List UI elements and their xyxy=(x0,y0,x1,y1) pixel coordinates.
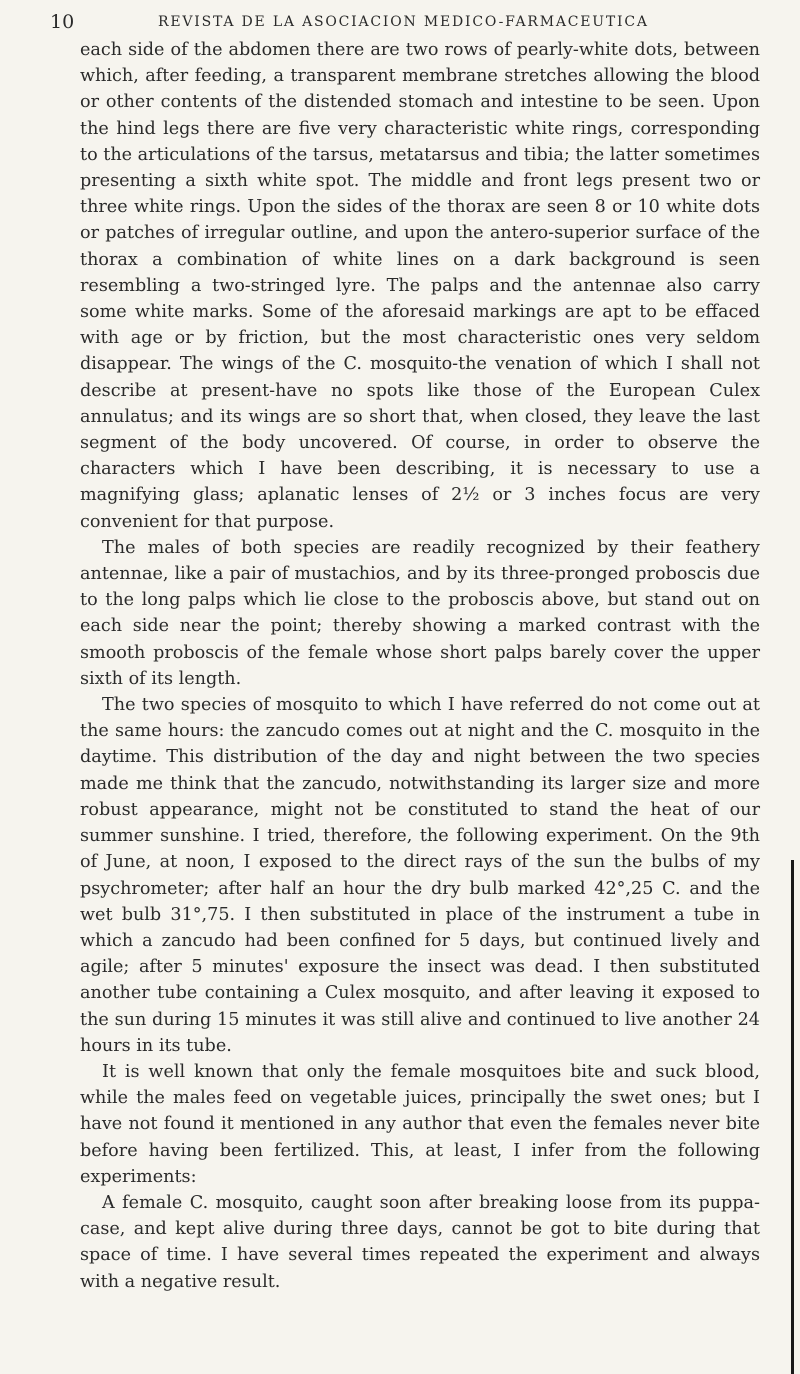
running-head: REVISTA DE LA ASOCIACION MEDICO-FARMACEUTICA xyxy=(158,14,649,30)
page-header xyxy=(50,8,760,36)
paragraph-4: It is well known that only the female mosquitoes bite and suck blood, while the males feed on vegetable juices, principally the swet ones; but I have not found it mentioned in any author that even the females never bite before having been fertilized. This, at least, I infer from the following experiments: xyxy=(80,1061,760,1187)
paragraph-1: each side of the abdomen there are two rows of pearly-white dots, between which, after feeding, a transparent membrane stretches allowing the blood or other contents of the distended stomach and intestine to be seen. Upon the hind legs there are five very characteristic white rings, corresponding to the articulations of the tarsus, metatarsus and tibia; the latter sometimes presenting a sixth white spot. The middle and front legs present two or three white rings. Upon the sides of the thorax are seen 8 or 10 white dots or patches of irregular outline, and upon the antero-superior surface of the thorax a combination of white lines on a dark background is seen resembling a two-stringed lyre. The palps and the antennae also carry some white marks. Some of the aforesaid markings are apt to be effaced with age or by friction, but the most characteristic ones very seldom disappear. The wings of the C. mosquito-the venation of which I shall not describe at present-have no spots like those of the European Culex annulatus; and its wings are so short that, when closed, they leave the last segment of the body uncovered. Of course, in order to observe the characters which I have been describing, it is necessary to use a magnifying glass; aplanatic lenses of 2½ or 3 inches focus are very convenient for that purpose. xyxy=(80,40,760,532)
paragraph-3: The two species of mosquito to which I have referred do not come out at the same hours: the zancudo comes out at night and the C. mosquito in the daytime. This distribution of the day and night between the two species made me think that the zancudo, notwithstanding its larger size and more robust appearance, might not be constituted to stand the heat of our summer sunshine. I tried, therefore, the following experiment. On the 9th of June, at noon, I exposed to the direct rays of the sun the bulbs of my psychrometer; after half an hour the dry bulb marked 42°,25 C. and the wet bulb 31°,75. I then substituted in place of the instrument a tube in which a zancudo had been confined for 5 days, but continued lively and agile; after 5 minutes' exposure the insect was dead. I then substituted another tube containing a Culex mosquito, and after leaving it exposed to the sun during 15 minutes it was still alive and continued to live another 24 hours in its tube. xyxy=(80,695,760,1056)
page-edge-rule xyxy=(791,860,794,1374)
paragraph-2: The males of both species are readily recognized by their feathery antennae, like a pair of mustachios, and by its three-pronged proboscis due to the long palps which lie close to the proboscis above, but stand out on each side near the point; thereby showing a marked contrast with the smooth proboscis of the female whose short palps barely cover the upper sixth of its length. xyxy=(80,537,760,689)
article-body xyxy=(80,37,760,1295)
paragraph-5: A female C. mosquito, caught soon after breaking loose from its puppa-case, and kept alive during three days, cannot be got to bite during that space of time. I have several times repeated the experiment and always with a negative result. xyxy=(80,1192,760,1292)
page-number: 10 xyxy=(50,11,75,33)
